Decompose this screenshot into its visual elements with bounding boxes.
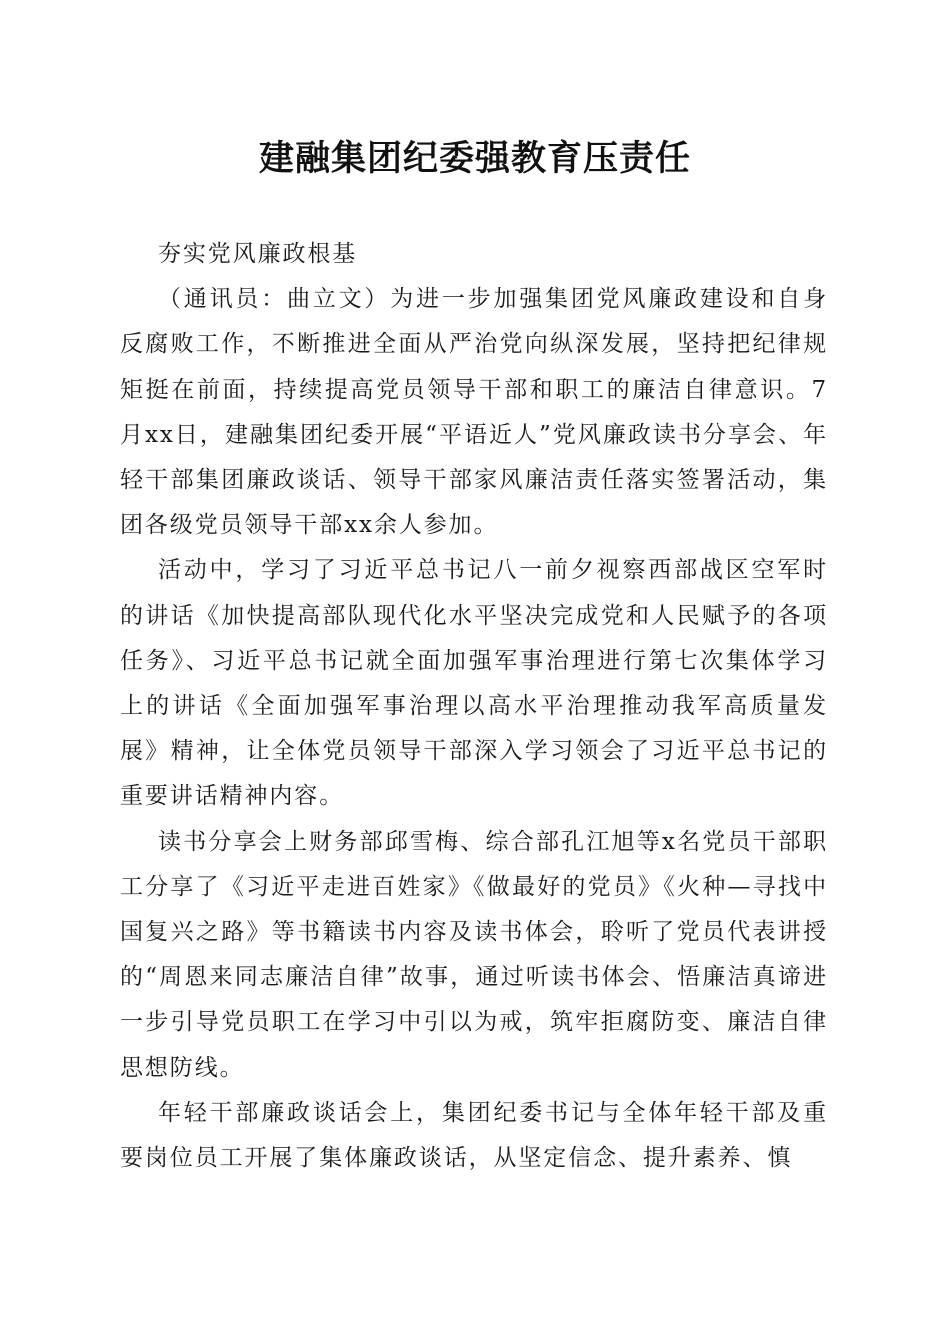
body-paragraph-reading: 读书分享会上财务部邱雪梅、综合部孔江旭等x名党员干部职工分享了《习近平走进百姓家》《做最好的党员》《火种—寻找中国复兴之路》等书籍读书内容及读书体会，聆听了党员代表讲授的“周恩来同志廉洁自律”故事，通过听读书体会、悟廉洁真谛进一步引导党员职工在学习中引以为戒，筑牢拒腐防变、廉洁自律思想防线。: [120, 828, 828, 1081]
body-paragraph-study: 活动中，学习了习近平总书记八一前夕视察西部战区空军时的讲话《加快提高部队现代化水平坚决完成党和人民赋予的各项任务》、习近平总书记就全面加强军事治理进行第七次集体学习上的讲话《全面加强军事治理以高水平治理推动我军高质量发展》精神，让全体党员领导干部深入学习领会了习近平总书记的重要讲话精神内容。: [120, 557, 828, 810]
body-paragraph-talk: 年轻干部廉政谈话会上，集团纪委书记与全体年轻干部及重要岗位员工开展了集体廉政谈话，从坚定信念、提升素养、慎: [120, 1099, 828, 1172]
subtitle-paragraph: 夯实党风廉政根基: [158, 241, 358, 267]
document-title: 建融集团纪委强教育压责任: [258, 139, 691, 179]
document-body: [120, 232, 828, 1181]
body-paragraph-intro: （通讯员：曲立文）为进一步加强集团党风廉政建设和自身反腐败工作，不断推进全面从严治党向纵深发展，坚持把纪律规矩挺在前面，持续提高党员领导干部和职工的廉洁自律意识。7月xx日，建融集团纪委开展“平语近人”党风廉政读书分享会、年轻干部集团廉政谈话、领导干部家风廉洁责任落实签署活动，集团各级党员领导干部xx余人参加。: [120, 286, 828, 539]
